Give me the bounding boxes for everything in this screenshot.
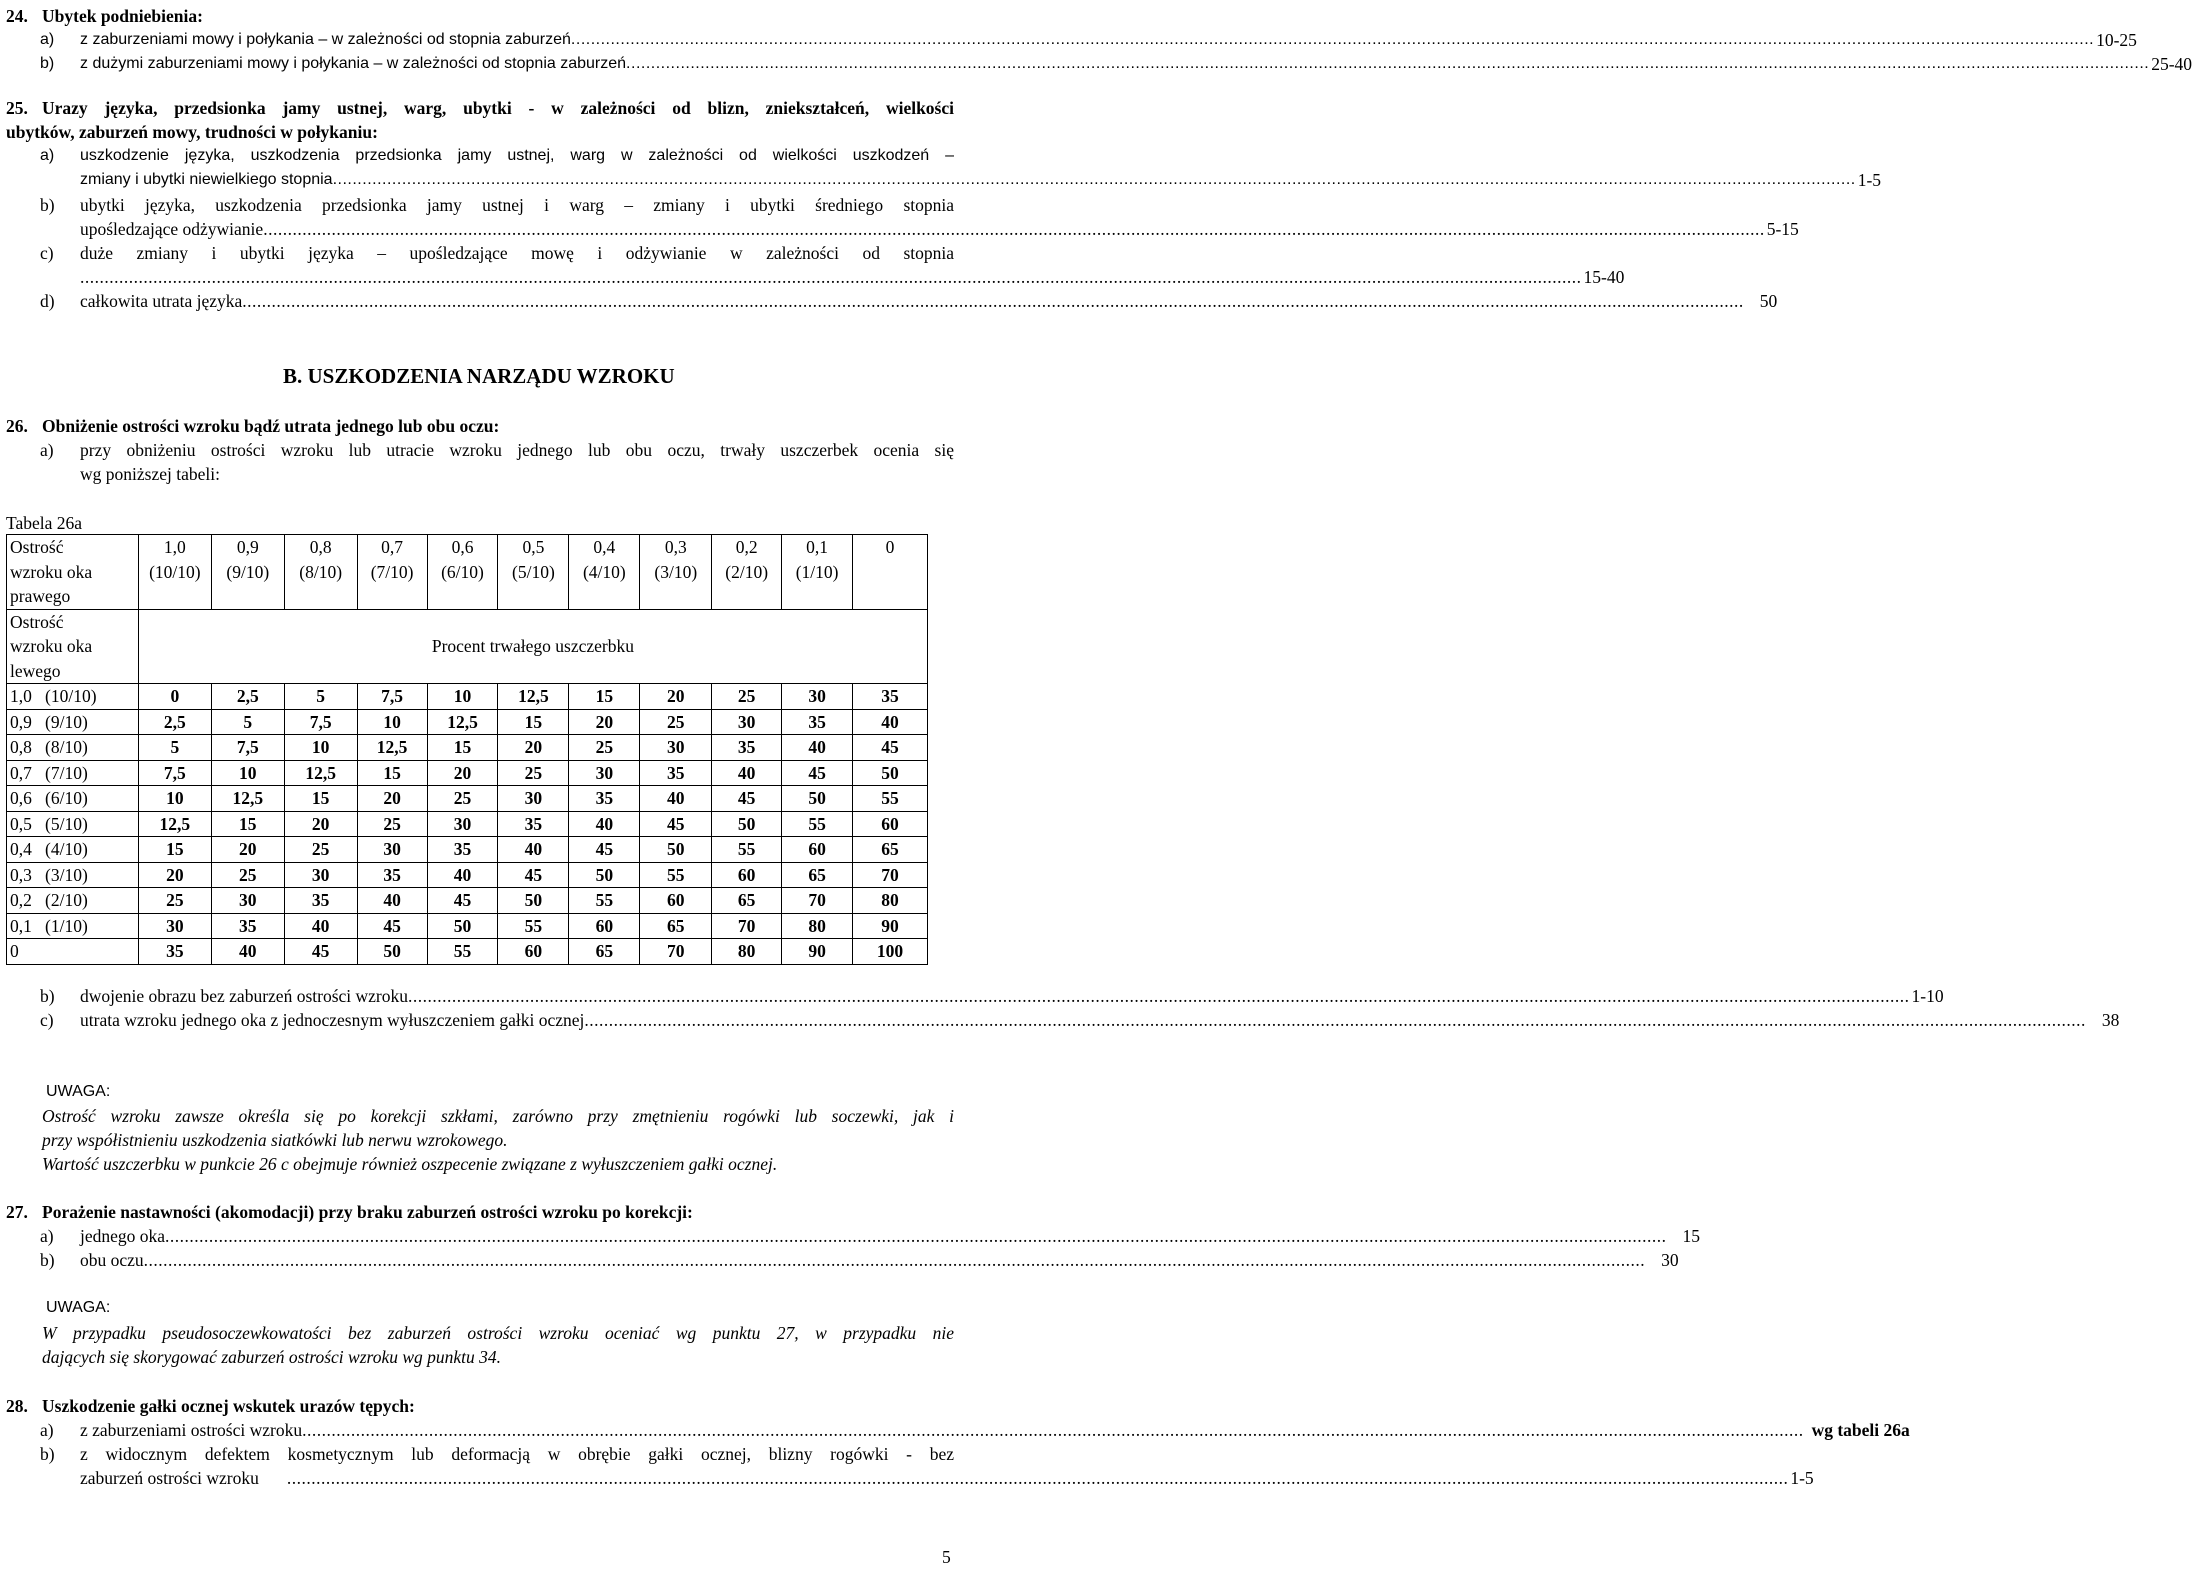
item-text: z zaburzeniami ostrości wzroku bbox=[80, 1420, 303, 1440]
table-cell: 25 bbox=[712, 684, 782, 710]
item-text: upośledzające odżywianie bbox=[80, 219, 264, 239]
left-eye-acuity: 0,7 (7/10) bbox=[7, 760, 139, 786]
table-cell: 35 bbox=[357, 862, 427, 888]
table-cell: 90 bbox=[782, 939, 853, 965]
table-cell: 30 bbox=[498, 786, 569, 812]
section-25-c-line2 bbox=[80, 265, 1625, 290]
item-text: z dużymi zaburzeniami mowy i połykania – w zależności od stopnia zaburzeń bbox=[80, 55, 627, 72]
left-eye-acuity: 1,0 (10/10) bbox=[7, 684, 139, 710]
table-cell: 55 bbox=[712, 837, 782, 863]
table-cell: 25 bbox=[427, 786, 498, 812]
table-cell: 12,5 bbox=[284, 760, 357, 786]
table-cell: 20 bbox=[498, 735, 569, 761]
table-cell: 5 bbox=[211, 709, 284, 735]
table-cell: 30 bbox=[427, 811, 498, 837]
item-value: 30 bbox=[1661, 1250, 1679, 1270]
table-cell: 40 bbox=[284, 913, 357, 939]
left-eye-acuity: 0,6 (6/10) bbox=[7, 786, 139, 812]
table-row bbox=[7, 684, 928, 710]
table-caption: Tabela 26a bbox=[6, 513, 83, 533]
table-cell: 30 bbox=[640, 735, 712, 761]
table-cell: 50 bbox=[853, 760, 928, 786]
table-cell: 60 bbox=[640, 888, 712, 914]
table-cell: 2,5 bbox=[138, 709, 211, 735]
table-cell: 50 bbox=[712, 811, 782, 837]
item-text: obu oczu bbox=[80, 1250, 144, 1270]
table-cell: 5 bbox=[138, 735, 211, 761]
table-cell: 25 bbox=[211, 862, 284, 888]
table-cell: 60 bbox=[782, 837, 853, 863]
item-label: b) bbox=[40, 986, 55, 1006]
table-cell: 55 bbox=[427, 939, 498, 965]
table-cell: 60 bbox=[853, 811, 928, 837]
header-line: Ostrość bbox=[10, 611, 64, 632]
table-cell: 5 bbox=[284, 684, 357, 710]
section-24-item-a bbox=[40, 28, 2137, 53]
section-25-item-d bbox=[40, 289, 1778, 314]
table-cell: 40 bbox=[853, 709, 928, 735]
table-row bbox=[7, 888, 928, 914]
right-col-header: 0,8 (8/10) bbox=[284, 535, 357, 610]
table-cell: 70 bbox=[640, 939, 712, 965]
right-col-header: 0,5 (5/10) bbox=[498, 535, 569, 610]
table-cell: 65 bbox=[782, 862, 853, 888]
table-cell: 45 bbox=[712, 786, 782, 812]
item-label: b) bbox=[40, 1250, 55, 1270]
table-cell: 20 bbox=[357, 786, 427, 812]
item-text: zmiany i ubytki niewielkiego stopnia bbox=[80, 171, 333, 188]
item-value: 15 bbox=[1682, 1226, 1701, 1246]
table-cell: 7,5 bbox=[138, 760, 211, 786]
percent-label: Procent trwałego uszczerbku bbox=[138, 609, 927, 684]
item-value: 50 bbox=[1759, 291, 1778, 311]
table-cell: 12,5 bbox=[211, 786, 284, 812]
left-eye-acuity: 0,9 (9/10) bbox=[7, 709, 139, 735]
item-value: 10-25 bbox=[2096, 30, 2137, 50]
table-cell: 80 bbox=[712, 939, 782, 965]
item-label: b) bbox=[40, 55, 55, 72]
table-cell: 100 bbox=[853, 939, 928, 965]
section-25-a-line1: uszkodzenie języka, uszkodzenia przedsionka jamy ustnej, warg w zależności od wielkości uszkodzeń – bbox=[80, 147, 954, 164]
table-cell: 70 bbox=[853, 862, 928, 888]
section-27-number: 27. bbox=[6, 1202, 28, 1222]
leader-dots bbox=[242, 289, 1744, 314]
header-line: Ostrość bbox=[10, 537, 64, 557]
table-cell: 0 bbox=[138, 684, 211, 710]
table-cell: 50 bbox=[427, 913, 498, 939]
header-line: wzroku oka bbox=[10, 561, 93, 582]
right-col-header: 0,7 (7/10) bbox=[357, 535, 427, 610]
section-27-item-a bbox=[40, 1224, 1701, 1249]
table-row bbox=[7, 837, 928, 863]
table-cell: 30 bbox=[284, 862, 357, 888]
table-row bbox=[7, 735, 928, 761]
table-cell: 40 bbox=[712, 760, 782, 786]
table-cell: 45 bbox=[357, 913, 427, 939]
table-cell: 12,5 bbox=[138, 811, 211, 837]
section-26-title: Obniżenie ostrości wzroku bądź utrata jednego lub obu oczu: bbox=[42, 416, 500, 436]
table-cell: 80 bbox=[853, 888, 928, 914]
section-25-b-line2 bbox=[80, 217, 1799, 242]
table-cell: 65 bbox=[569, 939, 640, 965]
table-cell: 25 bbox=[138, 888, 211, 914]
table-cell: 50 bbox=[640, 837, 712, 863]
table-cell: 40 bbox=[357, 888, 427, 914]
section-24-number: 24. bbox=[6, 6, 28, 26]
table-cell: 30 bbox=[211, 888, 284, 914]
table-cell: 45 bbox=[853, 735, 928, 761]
section-26-item-c bbox=[40, 1008, 2120, 1033]
item-text: dwojenie obrazu bez zaburzeń ostrości wzroku bbox=[80, 986, 408, 1006]
table-row bbox=[7, 862, 928, 888]
item-label: d) bbox=[40, 291, 55, 311]
section-25-title-line2: ubytków, zaburzeń mowy, trudności w połykaniu: bbox=[6, 122, 378, 142]
note-1-line3: Wartość uszczerbku w punkcie 26 c obejmuje również oszpecenie związane z wyłuszczeniem gałki ocznej. bbox=[42, 1154, 778, 1174]
table-cell: 20 bbox=[284, 811, 357, 837]
left-eye-acuity: 0,3 (3/10) bbox=[7, 862, 139, 888]
table-cell: 20 bbox=[569, 709, 640, 735]
note-1-line1: Ostrość wzroku zawsze określa się po korekcji szkłami, zarówno przy zmętnieniu rogówki lub soczewki, jak i bbox=[42, 1106, 954, 1126]
table-cell: 15 bbox=[211, 811, 284, 837]
header-line: lewego bbox=[10, 660, 61, 681]
note-2-line2: dających się skorygować zaburzeń ostrości wzroku wg punktu 34. bbox=[42, 1347, 502, 1367]
table-cell: 45 bbox=[569, 837, 640, 863]
leader-dots bbox=[287, 1466, 1789, 1491]
note-2-line1: W przypadku pseudosoczewkowatości bez zaburzeń ostrości wzroku oceniać wg punktu 27, w przypadku nie bbox=[42, 1323, 954, 1343]
table-cell: 35 bbox=[569, 786, 640, 812]
section-26-a-line1: przy obniżeniu ostrości wzroku lub utracie wzroku jednego lub obu oczu, trwały uszczerbek ocenia się bbox=[80, 440, 954, 460]
table-cell: 20 bbox=[211, 837, 284, 863]
right-col-header: 0 bbox=[853, 535, 928, 610]
table-cell: 45 bbox=[640, 811, 712, 837]
right-col-header: 0,1 (1/10) bbox=[782, 535, 853, 610]
table-cell: 30 bbox=[782, 684, 853, 710]
table-row bbox=[7, 913, 928, 939]
section-26-number: 26. bbox=[6, 416, 28, 436]
note-2-title: UWAGA: bbox=[46, 1299, 111, 1316]
leader-dots bbox=[626, 52, 2149, 77]
left-eye-acuity: 0,8 (8/10) bbox=[7, 735, 139, 761]
table-cell: 7,5 bbox=[211, 735, 284, 761]
item-value: 38 bbox=[2101, 1010, 2120, 1030]
leader-dots bbox=[408, 984, 1910, 1009]
table-cell: 7,5 bbox=[357, 684, 427, 710]
right-col-header: 0,2 (2/10) bbox=[712, 535, 782, 610]
table-cell: 15 bbox=[138, 837, 211, 863]
left-eye-header-row bbox=[7, 609, 928, 684]
right-col-header: 0,6 (6/10) bbox=[427, 535, 498, 610]
table-cell: 25 bbox=[498, 760, 569, 786]
note-1-line2: przy współistnieniu uszkodzenia siatkówki lub nerwu wzrokowego. bbox=[42, 1130, 508, 1150]
leader-dots bbox=[333, 168, 1856, 193]
item-value: 5-15 bbox=[1766, 219, 1799, 239]
table-cell: 30 bbox=[569, 760, 640, 786]
table-cell: 50 bbox=[498, 888, 569, 914]
table-cell: 30 bbox=[138, 913, 211, 939]
section-24-title: Ubytek podniebienia: bbox=[42, 6, 203, 26]
item-value: 1-5 bbox=[1790, 1468, 1814, 1488]
table-cell: 35 bbox=[712, 735, 782, 761]
table-cell: 70 bbox=[782, 888, 853, 914]
table-cell: 35 bbox=[853, 684, 928, 710]
table-cell: 40 bbox=[640, 786, 712, 812]
header-line: wzroku oka bbox=[10, 636, 93, 656]
item-label: c) bbox=[40, 1010, 54, 1030]
leader-dots bbox=[80, 265, 1582, 290]
note-1-title: UWAGA: bbox=[46, 1083, 111, 1100]
item-label: a) bbox=[40, 1420, 54, 1440]
right-col-header: 1,0 (10/10) bbox=[138, 535, 211, 610]
visual-acuity-table bbox=[6, 534, 928, 965]
right-col-header: 0,9 (9/10) bbox=[211, 535, 284, 610]
section-28-item-a bbox=[40, 1418, 1910, 1443]
table-cell: 40 bbox=[498, 837, 569, 863]
table-cell: 70 bbox=[712, 913, 782, 939]
table-cell: 35 bbox=[284, 888, 357, 914]
table-cell: 35 bbox=[498, 811, 569, 837]
table-cell: 45 bbox=[498, 862, 569, 888]
left-eye-acuity: 0,5 (5/10) bbox=[7, 811, 139, 837]
table-cell: 12,5 bbox=[427, 709, 498, 735]
item-value: 25-40 bbox=[2151, 54, 2192, 74]
table-cell: 15 bbox=[427, 735, 498, 761]
section-28-b-line1: z widocznym defektem kosmetycznym lub deformacją w obrębie gałki ocznej, blizny rogówki - bez bbox=[80, 1444, 954, 1464]
table-cell: 10 bbox=[284, 735, 357, 761]
section-b-heading: B. USZKODZENIA NARZĄDU WZROKU bbox=[283, 364, 675, 388]
table-row bbox=[7, 786, 928, 812]
table-cell: 50 bbox=[357, 939, 427, 965]
table-cell: 30 bbox=[357, 837, 427, 863]
table-cell: 65 bbox=[712, 888, 782, 914]
table-row bbox=[7, 760, 928, 786]
table-cell: 45 bbox=[427, 888, 498, 914]
table-cell: 25 bbox=[284, 837, 357, 863]
table-cell: 60 bbox=[712, 862, 782, 888]
table-cell: 65 bbox=[640, 913, 712, 939]
table-cell: 35 bbox=[427, 837, 498, 863]
table-cell: 20 bbox=[138, 862, 211, 888]
section-28-b-line2 bbox=[80, 1466, 1814, 1491]
leader-dots bbox=[263, 217, 1765, 242]
right-eye-header bbox=[7, 535, 139, 610]
section-25-a-line2 bbox=[80, 168, 1882, 193]
section-27-title: Porażenie nastawności (akomodacji) przy braku zaburzeń ostrości wzroku po korekcji: bbox=[42, 1202, 693, 1222]
item-value: 15-40 bbox=[1583, 267, 1625, 287]
right-col-header: 0,4 (4/10) bbox=[569, 535, 640, 610]
item-text: całkowita utrata języka bbox=[80, 291, 243, 311]
table-row bbox=[7, 709, 928, 735]
table-cell: 65 bbox=[853, 837, 928, 863]
table-cell: 55 bbox=[569, 888, 640, 914]
section-25-title-line1: Urazy języka, przedsionka jamy ustnej, warg, ubytki - w zależności od blizn, zniekształceń, wielkości bbox=[42, 98, 954, 118]
item-text: z zaburzeniami mowy i połykania – w zależności od stopnia zaburzeń bbox=[80, 31, 571, 48]
leader-dots bbox=[302, 1418, 1804, 1443]
section-28-b-label: b) bbox=[40, 1444, 55, 1464]
section-26-item-b bbox=[40, 984, 1944, 1009]
table-cell: 25 bbox=[357, 811, 427, 837]
section-25-number: 25. bbox=[6, 98, 28, 118]
table-cell: 35 bbox=[211, 913, 284, 939]
leader-dots bbox=[144, 1248, 1646, 1273]
section-25-c-label: c) bbox=[40, 243, 54, 263]
table-cell: 40 bbox=[782, 735, 853, 761]
item-label: a) bbox=[40, 1226, 54, 1246]
table-cell: 55 bbox=[498, 913, 569, 939]
table-cell: 7,5 bbox=[284, 709, 357, 735]
table-cell: 12,5 bbox=[357, 735, 427, 761]
section-25-a-label: a) bbox=[40, 147, 55, 164]
table-cell: 40 bbox=[427, 862, 498, 888]
table-cell: 45 bbox=[284, 939, 357, 965]
table-cell: 80 bbox=[782, 913, 853, 939]
table-cell: 25 bbox=[640, 709, 712, 735]
table-cell: 60 bbox=[569, 913, 640, 939]
left-eye-header bbox=[7, 609, 139, 684]
right-col-header: 0,3 (3/10) bbox=[640, 535, 712, 610]
leader-dots bbox=[571, 28, 2094, 53]
table-cell: 15 bbox=[357, 760, 427, 786]
table-cell: 35 bbox=[640, 760, 712, 786]
table-cell: 15 bbox=[569, 684, 640, 710]
table-cell: 20 bbox=[427, 760, 498, 786]
left-eye-acuity: 0,2 (2/10) bbox=[7, 888, 139, 914]
section-26-a-line2: wg poniższej tabeli: bbox=[80, 464, 220, 484]
item-text: jednego oka bbox=[80, 1226, 166, 1246]
table-cell: 35 bbox=[782, 709, 853, 735]
section-25-b-line1: ubytki języka, uszkodzenia przedsionka jamy ustnej i warg – zmiany i ubytki średniego stopnia bbox=[80, 195, 954, 215]
table-cell: 50 bbox=[569, 862, 640, 888]
table-cell: 12,5 bbox=[498, 684, 569, 710]
section-27-item-b bbox=[40, 1248, 1679, 1273]
table-row bbox=[7, 939, 928, 965]
left-eye-acuity: 0,1 (1/10) bbox=[7, 913, 139, 939]
table-cell: 25 bbox=[569, 735, 640, 761]
table-cell: 15 bbox=[284, 786, 357, 812]
section-25-c-line1: duże zmiany i ubytki języka – upośledzające mowę i odżywianie w zależności od stopnia bbox=[80, 243, 954, 263]
table-cell: 20 bbox=[640, 684, 712, 710]
section-24-item-b bbox=[40, 52, 2192, 77]
table-cell: 55 bbox=[782, 811, 853, 837]
table-cell: 10 bbox=[211, 760, 284, 786]
table-cell: 60 bbox=[498, 939, 569, 965]
section-25-b-label: b) bbox=[40, 195, 55, 215]
left-eye-acuity: 0,4 (4/10) bbox=[7, 837, 139, 863]
item-value: 1-10 bbox=[1911, 986, 1944, 1006]
section-28-number: 28. bbox=[6, 1396, 28, 1416]
item-text: utrata wzroku jednego oka z jednoczesnym wyłuszczeniem gałki ocznej bbox=[80, 1010, 585, 1030]
page-number: 5 bbox=[942, 1547, 951, 1567]
item-label: a) bbox=[40, 31, 55, 48]
table-cell: 2,5 bbox=[211, 684, 284, 710]
section-28-title: Uszkodzenie gałki ocznej wskutek urazów tępych: bbox=[42, 1396, 415, 1416]
right-eye-header-row bbox=[7, 535, 928, 610]
table-cell: 10 bbox=[357, 709, 427, 735]
left-eye-acuity: 0 bbox=[7, 939, 139, 965]
table-cell: 45 bbox=[782, 760, 853, 786]
table-cell: 15 bbox=[498, 709, 569, 735]
table-cell: 10 bbox=[427, 684, 498, 710]
table-cell: 40 bbox=[211, 939, 284, 965]
item-text: zaburzeń ostrości wzroku bbox=[80, 1468, 259, 1488]
table-cell: 10 bbox=[138, 786, 211, 812]
leader-dots bbox=[584, 1008, 2086, 1033]
table-cell: 30 bbox=[712, 709, 782, 735]
item-value: wg tabeli 26a bbox=[1811, 1420, 1910, 1440]
item-value: 1-5 bbox=[1857, 170, 1882, 190]
table-cell: 40 bbox=[569, 811, 640, 837]
leader-dots bbox=[165, 1224, 1667, 1249]
header-line: prawego bbox=[10, 586, 71, 606]
table-cell: 50 bbox=[782, 786, 853, 812]
table-cell: 55 bbox=[853, 786, 928, 812]
table-cell: 35 bbox=[138, 939, 211, 965]
table-row bbox=[7, 811, 928, 837]
table-cell: 55 bbox=[640, 862, 712, 888]
table-cell: 90 bbox=[853, 913, 928, 939]
section-26-a-label: a) bbox=[40, 440, 54, 460]
